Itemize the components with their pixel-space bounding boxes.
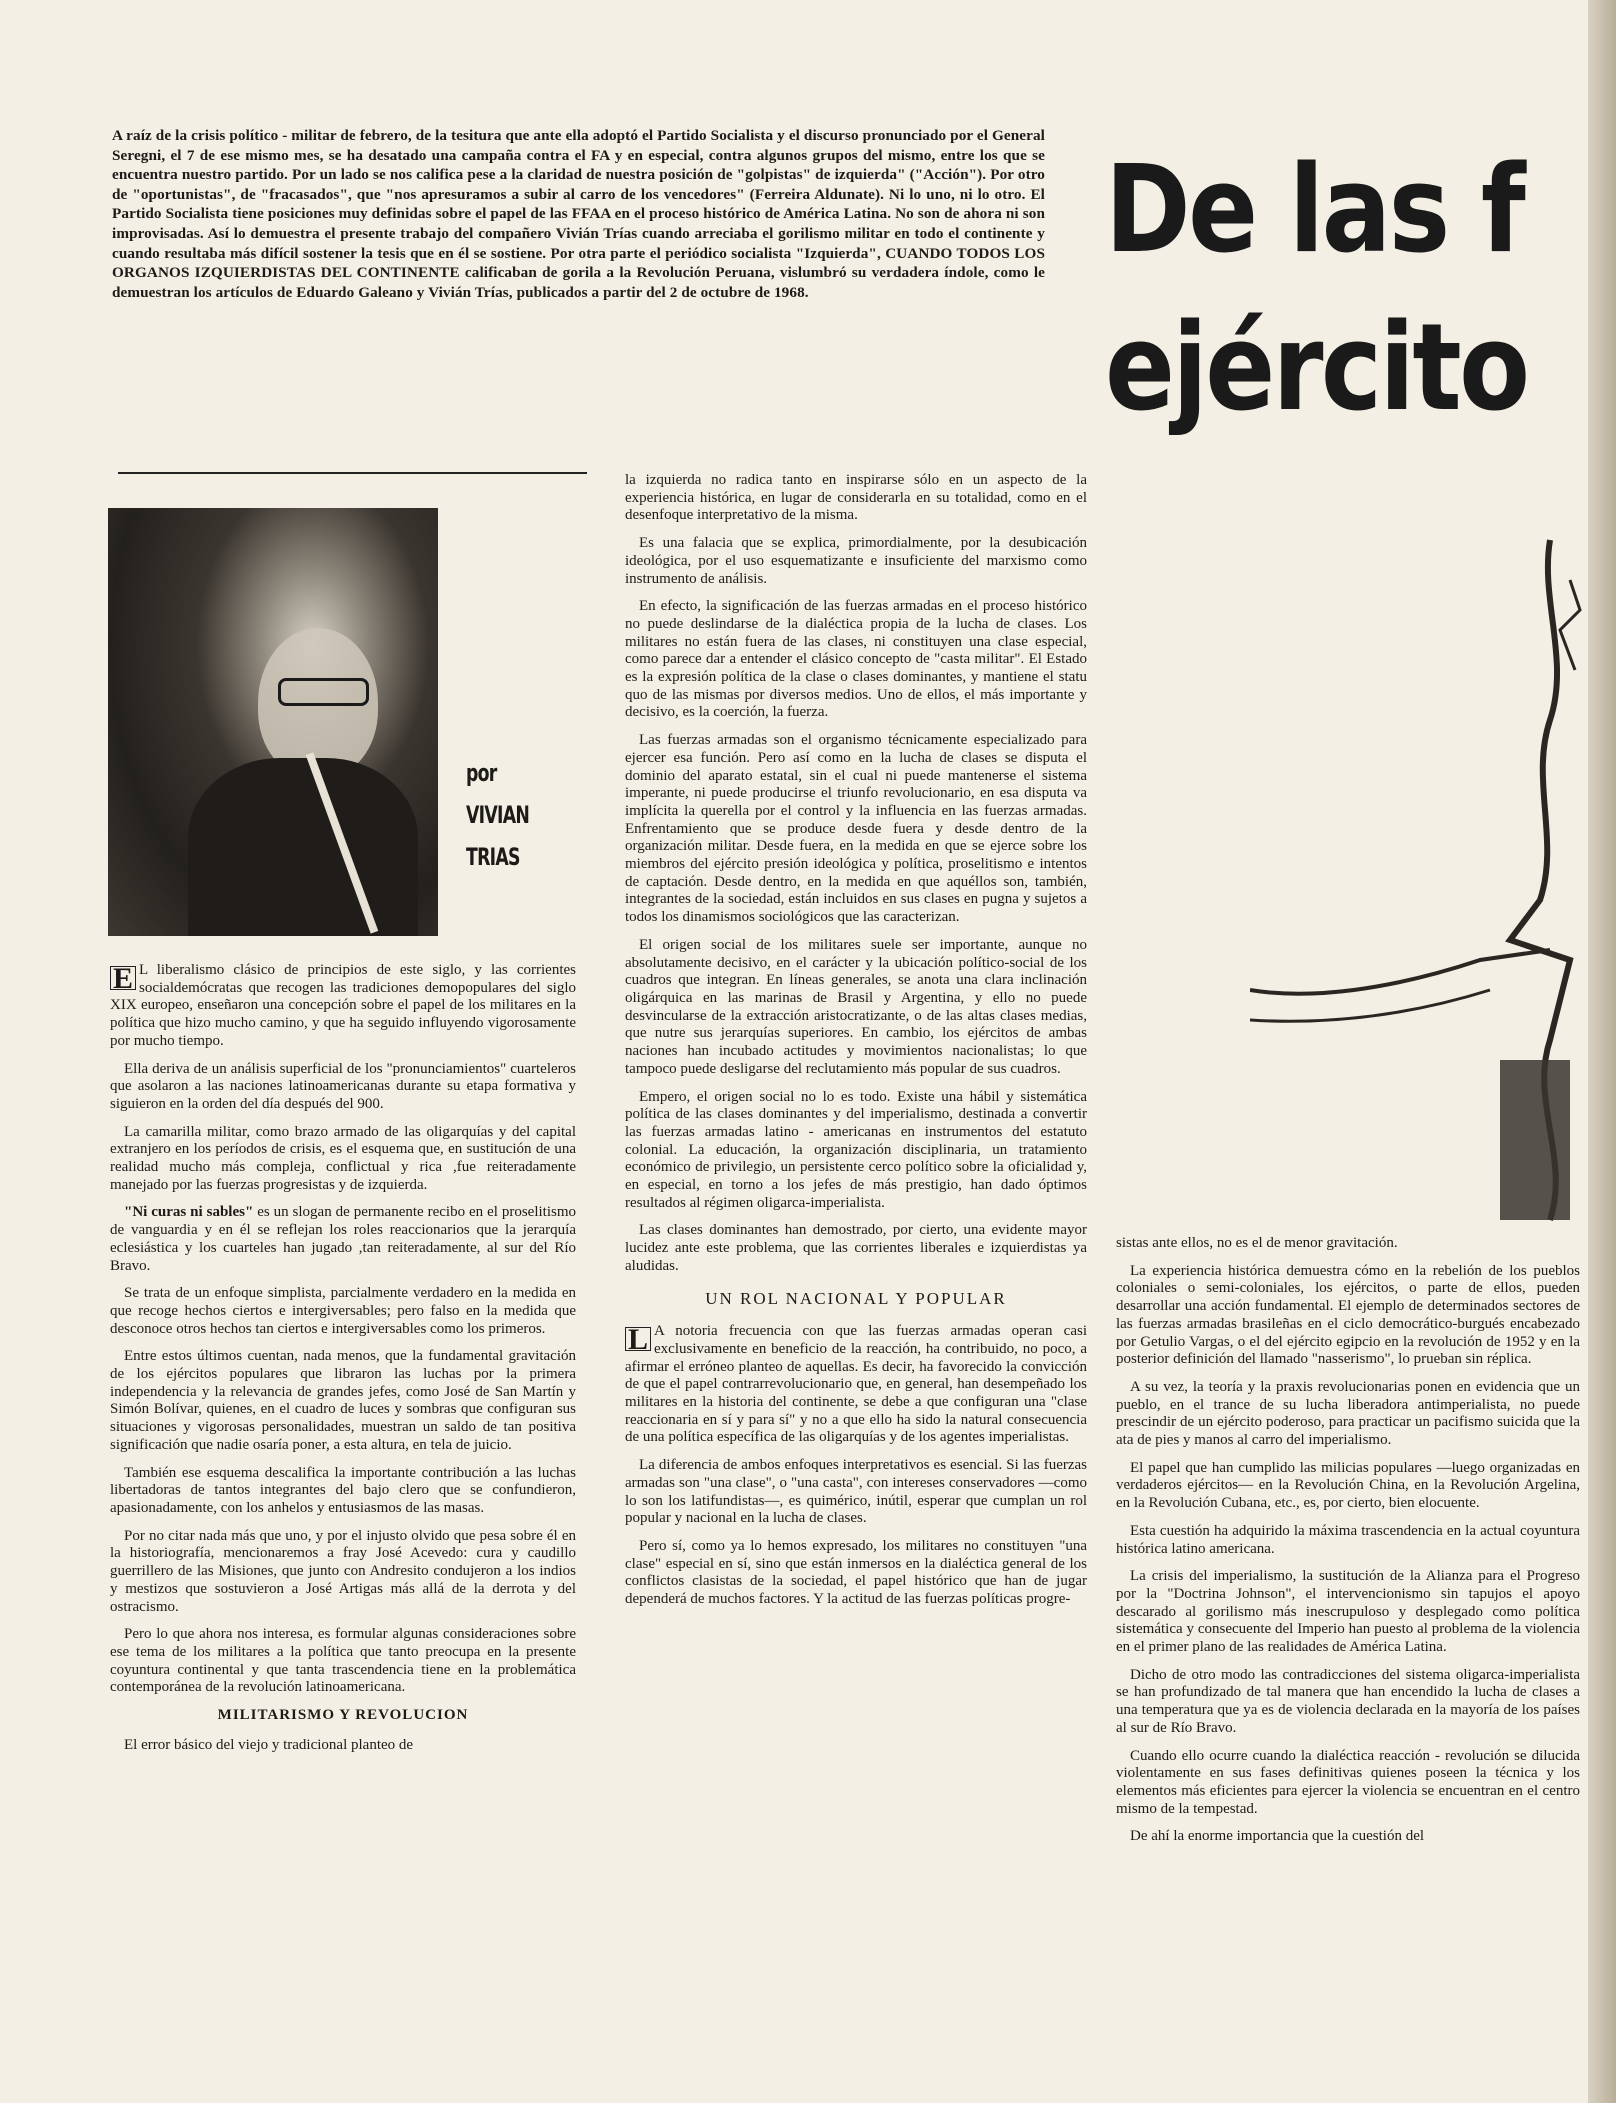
paragraph: El error básico del viejo y tradicional planteo de — [124, 1736, 414, 1753]
paragraph: Por no citar nada más que uno, y por el injusto olvido que pesa sobre él en la historiografía, mencionaremos a fray José Acevedo: cura y caudillo guerrillero de las Misiones, que junto con Andresito condujeron a los indios y mestizos que sostuvieron a José Artigas más allá de la derrota y del ostracismo. — [110, 1527, 576, 1615]
paragraph: Cuando ello ocurre cuando la dialéctica reacción - revolución se dilucida violentamente en sus fases definitivas quienes poseen la técnica y los elementos más eficientes para ejercer la violencia se encuentran en el centro mismo de la tempestad. — [1116, 1747, 1580, 1817]
drop-cap: L — [625, 1327, 651, 1351]
paragraph: Pero lo que ahora nos interesa, es formular algunas consideraciones sobre ese tema de los militares a la política que tanto preocupa en la presente coyuntura continental y que tanta trascendencia tiene en la problemática contemporánea de la revolución latinoamericana. — [110, 1626, 576, 1696]
headline-line-2: ejército — [1105, 299, 1528, 438]
paragraph: El origen social de los militares suele ser importante, aunque no absolutamente decisivo, en el carácter y la ubicación político-social de los cuadros que integran. En líneas generales, se anota una clara inclinación oligárquica en las marinas de Brasil y Argentina, y ello no puede desvincularse de la extracción aristocratizante, o de las altas clases medias, que nutre sus jerarquías superiores. En cambio, los ejércitos de ambas naciones han incubado actitudes y movimientos nacionalistas; lo que tampoco puede desligarse del reclutamiento más popular de sus cuadros. — [625, 936, 1087, 1077]
divider-rule — [118, 472, 587, 474]
paragraph: En efecto, la significación de las fuerzas armadas en el proceso histórico no puede deslindarse de la dialéctica propia de la lucha de clases. Los militares no están fuera de las clases, ni constituyen una clase especial, como parece dar a entender el clásico concepto de "casta militar". El Estado es la expresión política de la clase o clases dominantes, y mantiene el statu quo de las mismas por diversos medios. Uno de ellos, el más importante y decisivo, es la coerción, la fuerza. — [625, 598, 1087, 721]
column-3 — [1116, 1235, 1580, 1856]
paragraph: Empero, el origen social no lo es todo. Existe una hábil y sistemática política de las clases dominantes y del imperialismo, destinada a convertir las fuerzas armadas latino - americanas en instrumentos del estatuto colonial. La educación, la organización disciplinaria, un tratamiento económico de privilegio, un persistente cerco político sobre la oficialidad y, en especial, en torno a los jefes de más prestigio, han dado óptimos resultados al régimen oligarca-imperialista. — [625, 1088, 1087, 1211]
headline — [1105, 132, 1552, 462]
byline-por: por — [466, 759, 497, 787]
photo-body — [188, 758, 418, 936]
paragraph: De ahí la enorme importancia que la cuestión del — [1130, 1828, 1425, 1845]
photo-glasses — [278, 678, 369, 706]
section-heading: MILITARISMO Y REVOLUCION — [217, 1707, 469, 1724]
column-1 — [110, 962, 576, 1764]
paragraph: L A notoria frecuencia con que las fuerzas armadas operan casi exclusivamente en beneficio de la reacción, ha contribuido, no poco, a afirmar el erróneo planteo de aquellas. Es decir, ha favorecido la convicción de que el papel contrarrevolucionario que, en general, han desempeñado los militares en la historia del continente, se debe a que configuran una "clase reaccionaria en sí y para sí" y no a que ello ha sido la natural consecuencia de una política específica de las oligarquías y de los agentes imperialistas. — [625, 1323, 1087, 1446]
paragraph: La camarilla militar, como brazo armado de las oligarquías y del capital extranjero en los períodos de crisis, es el esquema que, en sustitución de una realidad mucho más compleja, conflictual y rica ,fue reiteradamente manejado por las fuerzas progresistas y de izquierda. — [110, 1123, 576, 1193]
section-heading: UN ROL NACIONAL Y POPULAR — [705, 1288, 1007, 1308]
paragraph: Pero sí, como ya lo hemos expresado, los militares no constituyen "una clase" especial en sí, sino que están inmersos en la dialéctica general de los conflictos clasistas de la sociedad, el papel histórico que han de jugar dependerá de muchos factores. Y la actitud de las fuerzas políticas progre- — [625, 1537, 1087, 1608]
author-photo — [108, 508, 438, 936]
paragraph: Se trata de un enfoque simplista, parcialmente verdadero en la medida en que recoge hechos ciertos e intergiversables; pero falso en la medida que desconoce otros hechos tan ciertos e intergiversables como los primeros. — [110, 1285, 576, 1337]
paragraph: La crisis del imperialismo, la sustitución de la Alianza para el Progreso por la "Doctrina Johnson", el intervencionismo sin tapujos el apoyo descarado al gorilismo más inescrupuloso y desplegado como política sistemática y consecuente del Imperio han puesto al problema de la violencia en el primer plano de las realidades de América Latina. — [1116, 1568, 1580, 1656]
byline — [466, 752, 531, 878]
drop-cap: E — [110, 966, 136, 990]
intro-text: A raíz de la crisis político - militar de febrero, de la tesitura que ante ella adoptó el Partido Socialista y el discurso pronunciado por el General Seregni, el 7 de ese mismo mes, se ha desatado una campaña contra el FA y en especial, contra algunos grupos del mismo, entre los que se encuentra nuestro partido. Por un lado se nos califica pese a la claridad de nuestra posición de "golpistas" de izquierda" ("Acción"). Por otro de "oportunistas", de "fracasados", que "nos apresuramos a subir al carro de los vencedores" (Ferreira Aldunate). Ni lo uno, ni lo otro. El Partido Socialista tiene posiciones muy definidas sobre el papel de las FFAA en el proceso histórico de América Latina. No son de ahora ni son improvisadas. Así lo demuestra el presente trabajo del compañero Vivián Trías cuando arreciaba el gorilismo militar en todo el continente y cuando resultaba más difícil sostener la tesis que en él se sostiene. Por otra parte el periódico socialista "Izquierda", CUANDO TODOS LOS ORGANOS IZQUIERDISTAS DEL CONTINENTE calificaban de gorila a la Revolución Peruana, vislumbró su verdadera índole, como le demuestran los artículos de Eduardo Galeano y Vivián Trías, publicados a partir del 2 de octubre de 1968. — [112, 127, 1045, 301]
paragraph: La experiencia histórica demuestra cómo en la rebelión de los pueblos coloniales o semi-coloniales, los ejércitos, o parte de ellos, pueden desarrollar una acción fundamental. El ejemplo de determinados sectores de las fuerzas armadas brasileñas en el ciclo democrático-burgués encabezado por Getulio Vargas, o el del ejército egipcio en la revolución de 1952 y en la posterior definición del llamado "nasserismo", lo prueban sin réplica. — [1116, 1262, 1580, 1368]
paragraph: la izquierda no radica tanto en inspirarse sólo en un aspecto de la experiencia histórica, en lugar de considerarla en su totalidad, como en el desenfoque interpretativo de la misma. — [625, 472, 1087, 524]
paragraph: sistas ante ellos, no es el de menor gravitación. — [1116, 1235, 1398, 1251]
paragraph: "Ni curas ni sables" es un slogan de permanente recibo en el proselitismo de vanguardia y en él se reflejan los roles reaccionarios que la jerarquía eclesiástica y los cuarteles han jugado ,tan reiteradamente, al sur del Río Bravo. — [110, 1204, 576, 1274]
headline-line-1: De las f — [1105, 141, 1524, 280]
column-2 — [625, 472, 1087, 1619]
paragraph: El papel que han cumplido las milicias populares —luego organizadas en verdaderos ejércitos— en la Revolución China, en la Revolución Argelina, en la Revolución Cubana, etc., es, por cierto, bien elocuente. — [1116, 1459, 1580, 1512]
intro-paragraph — [112, 126, 1045, 302]
byline-last-name: TRIAS — [466, 843, 520, 871]
paragraph: La diferencia de ambos enfoques interpretativos es esencial. Si las fuerzas armadas son "una clase", o "una casta", con intereses conservadores —como lo son los latifundistas—, es quimérico, inútil, esperar que cumplan un rol popular y nacional en la lucha de clases. — [625, 1457, 1087, 1527]
paragraph: Es una falacia que se explica, primordialmente, por la desubicación ideológica, por el uso esquematizante e insuficiente del marxismo como instrumento de análisis. — [625, 535, 1087, 587]
paragraph: Ella deriva de un análisis superficial de los "pronunciamientos" cuarteleros que asolaron a las naciones latinoamericanas durante su etapa formativa y siguieron en la orden del día después del 900. — [110, 1060, 576, 1112]
illustration — [1250, 520, 1590, 1230]
paragraph: Entre estos últimos cuentan, nada menos, que la fundamental gravitación de los ejércitos populares que libraron las luchas por la primera independencia y la relevancia de grandes jefes, como José de San Martín y Simón Bolívar, quienes, en el cuadro de luces y sombras que configuran sus situaciones y vigorosas personalidades, muestran un saldo de tan positiva significación que nadie osaría poner, a esta altura, en tela de juicio. — [110, 1348, 576, 1453]
illustration-shadow — [1500, 1060, 1570, 1220]
paragraph: Esta cuestión ha adquirido la máxima trascendencia en la actual coyuntura histórica latino americana. — [1116, 1522, 1580, 1557]
paragraph: A su vez, la teoría y la praxis revolucionarias ponen en evidencia que un pueblo, en el trance de su lucha liberadora antimperialista, no puede prescindir de un ejército poderoso, para practicar un pacifismo suicida que la ata de pies y manos al carro del imperialismo. — [1116, 1378, 1580, 1449]
paragraph: También ese esquema descalifica la importante contribución a las luchas libertadoras de tantos integrantes del bajo clero que se confundieron, apasionadamente, con los anhelos y entusiasmos de las masas. — [110, 1464, 576, 1516]
paragraph: Las clases dominantes han demostrado, por cierto, una evidente mayor lucidez ante este problema, que las corrientes liberales e izquierdistas ya aludidas. — [625, 1222, 1087, 1274]
illustration-detail — [1560, 580, 1580, 670]
page-edge — [1588, 0, 1616, 2103]
paragraph: Dicho de otro modo las contradicciones del sistema oligarca-imperialista se han profundizado de tal manera que han encendido la lucha de clases a una temperatura que ya es de violencia declarada en la mayoría de los países al sur de Río Bravo. — [1116, 1666, 1580, 1736]
paragraph: E L liberalismo clásico de principios de este siglo, y las corrientes socialdemócratas que recogen las tradiciones demopopulares del siglo XIX europeo, enseñaron una concepción sobre el papel de los militares en la política que hizo mucho camino, y que ha seguido influyendo vigorosamente por mucho tiempo. — [110, 962, 576, 1049]
byline-first-name: VIVIAN — [466, 801, 530, 829]
illustration-arm-line — [1250, 950, 1550, 994]
paragraph: Las fuerzas armadas son el organismo técnicamente especializado para ejercer esa función. Pero así como en la lucha de clases se disputa el dominio del aparato estatal, sin el cual ni puede mantenerse el sistema imperante, ni puede producirse el triunfo revolucionario, en esa disputa va implícita la querella por el control y la influencia en las fuerzas armadas. Enfrentamiento que se produce desde fuera y desde dentro de la organización militar. Desde fuera, en la medida en que se ejerce sobre los miembros del ejército presión ideológica y política, proselitismo e intentos de captación. Desde dentro, en la medida en que aquéllos son, también, integrantes de la sociedad, están incluidos en sus clases en pugna y sujetos a todos los dinamismos sociológicos que las caracterizan. — [625, 732, 1087, 926]
